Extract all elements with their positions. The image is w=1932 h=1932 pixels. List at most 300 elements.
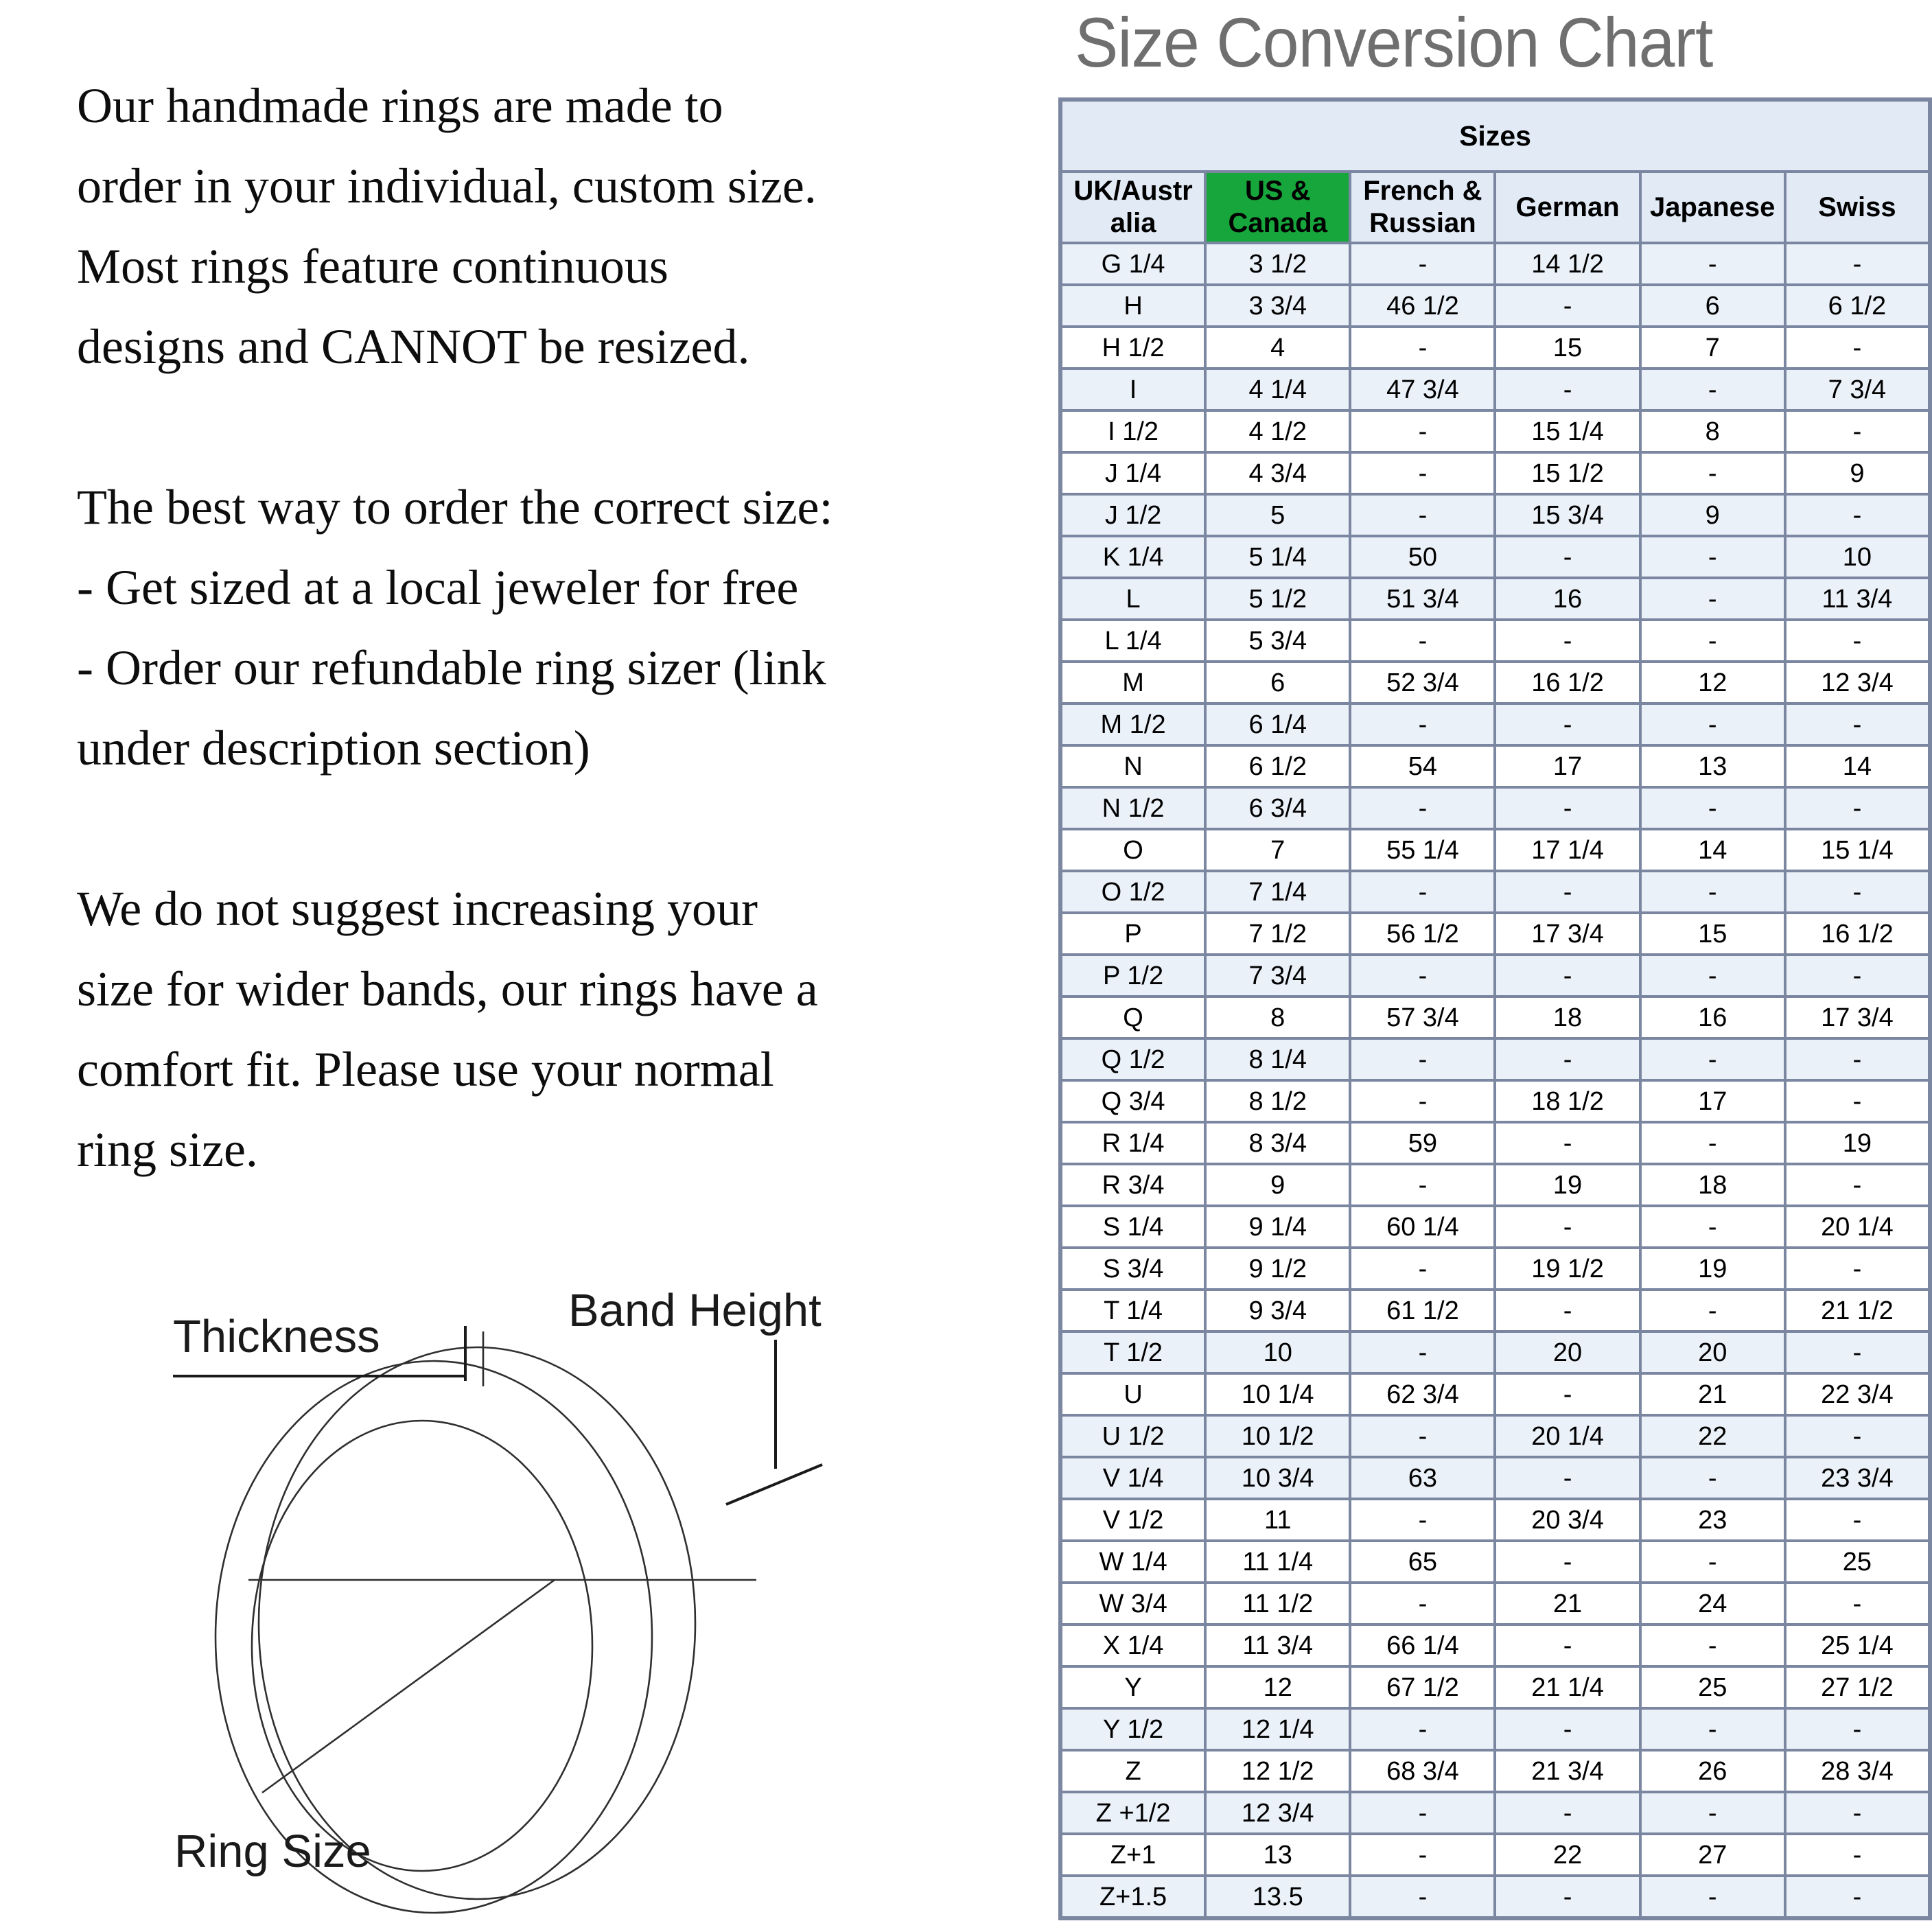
table-row: [1060, 620, 1930, 662]
cell-swiss: 10: [1785, 536, 1930, 578]
cell-uk: M: [1060, 662, 1205, 703]
cell-japanese: -: [1640, 620, 1785, 662]
cell-uk: Z: [1060, 1750, 1205, 1792]
table-row: [1060, 1290, 1930, 1331]
cell-uk: Y: [1060, 1666, 1205, 1708]
paragraph-custom-size: [77, 66, 1038, 387]
cell-uk: S 3/4: [1060, 1248, 1205, 1290]
cell-swiss: 20 1/4: [1785, 1206, 1930, 1248]
ring-size-leader-line: [262, 1580, 555, 1793]
text-line: designs and CANNOT be resized.: [77, 319, 750, 374]
cell-swiss: 11 3/4: [1785, 578, 1930, 620]
cell-french: 59: [1350, 1122, 1495, 1164]
cell-french: -: [1350, 703, 1495, 745]
cell-swiss: 28 3/4: [1785, 1750, 1930, 1792]
cell-french: 56 1/2: [1350, 913, 1495, 955]
cell-swiss: -: [1785, 1080, 1930, 1122]
cell-uk: T 1/4: [1060, 1290, 1205, 1331]
cell-uk: P: [1060, 913, 1205, 955]
cell-swiss: 27 1/2: [1785, 1666, 1930, 1708]
cell-german: 14 1/2: [1495, 243, 1640, 285]
cell-uk: N: [1060, 745, 1205, 787]
cell-french: 68 3/4: [1350, 1750, 1495, 1792]
cell-german: 17 1/4: [1495, 829, 1640, 871]
table-row: [1060, 1122, 1930, 1164]
cell-german: -: [1495, 369, 1640, 410]
cell-swiss: -: [1785, 410, 1930, 452]
cell-us: 3 3/4: [1205, 285, 1350, 327]
cell-uk: L 1/4: [1060, 620, 1205, 662]
text-line: ring size.: [77, 1122, 258, 1177]
cell-german: 22: [1495, 1834, 1640, 1876]
cell-japanese: -: [1640, 1122, 1785, 1164]
cell-french: -: [1350, 1080, 1495, 1122]
table-row: [1060, 745, 1930, 787]
cell-us: 4: [1205, 327, 1350, 369]
table-row: [1060, 1331, 1930, 1373]
table-row: [1060, 1080, 1930, 1122]
cell-japanese: 7: [1640, 327, 1785, 369]
cell-uk: K 1/4: [1060, 536, 1205, 578]
cell-french: -: [1350, 1834, 1495, 1876]
table-row: [1060, 243, 1930, 285]
cell-german: 19 1/2: [1495, 1248, 1640, 1290]
text-line: We do not suggest increasing your: [77, 881, 758, 936]
table-row: [1060, 1708, 1930, 1750]
cell-japanese: -: [1640, 1876, 1785, 1918]
cell-french: -: [1350, 871, 1495, 913]
table-row: [1060, 662, 1930, 703]
cell-us: 8 1/4: [1205, 1038, 1350, 1080]
cell-german: -: [1495, 955, 1640, 997]
cell-swiss: -: [1785, 1583, 1930, 1625]
cell-swiss: -: [1785, 1415, 1930, 1457]
cell-swiss: 7 3/4: [1785, 369, 1930, 410]
text-line: Most rings feature continuous: [77, 239, 668, 294]
cell-french: -: [1350, 243, 1495, 285]
cell-uk: Q 3/4: [1060, 1080, 1205, 1122]
cell-swiss: -: [1785, 1331, 1930, 1373]
table-row: [1060, 536, 1930, 578]
text-line: order in your individual, custom size.: [77, 159, 817, 213]
cell-french: 63: [1350, 1457, 1495, 1499]
cell-uk: H: [1060, 285, 1205, 327]
table-row: [1060, 871, 1930, 913]
table-row: [1060, 1792, 1930, 1834]
column-header-line: Russian: [1369, 208, 1476, 238]
table-row: [1060, 1666, 1930, 1708]
cell-german: 20: [1495, 1331, 1640, 1373]
cell-swiss: 23 3/4: [1785, 1457, 1930, 1499]
cell-uk: Y 1/2: [1060, 1708, 1205, 1750]
cell-japanese: 9: [1640, 494, 1785, 536]
cell-uk: P 1/2: [1060, 955, 1205, 997]
cell-french: 60 1/4: [1350, 1206, 1495, 1248]
column-header-uk: [1060, 172, 1205, 243]
cell-swiss: -: [1785, 1876, 1930, 1918]
column-header-line: UK/Austr: [1073, 176, 1193, 206]
cell-us: 9: [1205, 1164, 1350, 1206]
cell-us: 5 3/4: [1205, 620, 1350, 662]
cell-japanese: -: [1640, 1457, 1785, 1499]
cell-french: -: [1350, 1583, 1495, 1625]
cell-uk: J 1/4: [1060, 452, 1205, 494]
cell-uk: R 3/4: [1060, 1164, 1205, 1206]
cell-us: 3 1/2: [1205, 243, 1350, 285]
cell-swiss: 19: [1785, 1122, 1930, 1164]
text-line: The best way to order the correct size:: [77, 480, 833, 535]
cell-japanese: 6: [1640, 285, 1785, 327]
table-row: [1060, 1248, 1930, 1290]
column-header-line: German: [1515, 191, 1620, 222]
cell-swiss: -: [1785, 1248, 1930, 1290]
cell-german: 21 1/4: [1495, 1666, 1640, 1708]
cell-uk: V 1/2: [1060, 1499, 1205, 1541]
ring-size-label: Ring Size: [174, 1826, 371, 1877]
cell-japanese: 23: [1640, 1499, 1785, 1541]
text-line: - Order our refundable ring sizer (link: [77, 640, 826, 695]
text-line: comfort fit. Please use your normal: [77, 1042, 774, 1097]
table-row: [1060, 285, 1930, 327]
ring-outer-back-ellipse: [259, 1347, 695, 1899]
table-row: [1060, 1457, 1930, 1499]
table-row: [1060, 578, 1930, 620]
cell-us: 5 1/2: [1205, 578, 1350, 620]
cell-us: 4 1/4: [1205, 369, 1350, 410]
cell-japanese: -: [1640, 243, 1785, 285]
table-row: [1060, 1750, 1930, 1792]
cell-french: -: [1350, 955, 1495, 997]
cell-japanese: -: [1640, 1541, 1785, 1583]
cell-french: 50: [1350, 536, 1495, 578]
ring-diagram: [27, 1263, 878, 1932]
cell-german: 18 1/2: [1495, 1080, 1640, 1122]
cell-us: 4 3/4: [1205, 452, 1350, 494]
cell-uk: U 1/2: [1060, 1415, 1205, 1457]
cell-japanese: -: [1640, 1708, 1785, 1750]
cell-us: 8 1/2: [1205, 1080, 1350, 1122]
cell-japanese: 25: [1640, 1666, 1785, 1708]
cell-japanese: 13: [1640, 745, 1785, 787]
cell-french: 46 1/2: [1350, 285, 1495, 327]
cell-us: 12: [1205, 1666, 1350, 1708]
cell-japanese: 19: [1640, 1248, 1785, 1290]
thickness-label: Thickness: [173, 1311, 380, 1362]
cell-swiss: 15 1/4: [1785, 829, 1930, 871]
cell-uk: Z +1/2: [1060, 1792, 1205, 1834]
table-row: [1060, 410, 1930, 452]
cell-swiss: -: [1785, 327, 1930, 369]
cell-uk: U: [1060, 1373, 1205, 1415]
cell-swiss: -: [1785, 1164, 1930, 1206]
cell-german: 17 3/4: [1495, 913, 1640, 955]
cell-swiss: 16 1/2: [1785, 913, 1930, 955]
table-row: [1060, 1206, 1930, 1248]
cell-swiss: -: [1785, 620, 1930, 662]
cell-german: 18: [1495, 997, 1640, 1038]
cell-swiss: -: [1785, 494, 1930, 536]
cell-japanese: -: [1640, 703, 1785, 745]
cell-swiss: 25 1/4: [1785, 1625, 1930, 1666]
cell-swiss: -: [1785, 243, 1930, 285]
cell-us: 10 1/2: [1205, 1415, 1350, 1457]
table-row: [1060, 1373, 1930, 1415]
band-height-tick: [726, 1465, 822, 1504]
cell-us: 8 3/4: [1205, 1122, 1350, 1164]
paragraph-how-to-order: [77, 467, 1038, 789]
column-header-swiss: [1785, 172, 1930, 243]
cell-japanese: 27: [1640, 1834, 1785, 1876]
cell-japanese: -: [1640, 578, 1785, 620]
cell-french: -: [1350, 452, 1495, 494]
cell-swiss: 9: [1785, 452, 1930, 494]
cell-swiss: 17 3/4: [1785, 997, 1930, 1038]
cell-us: 12 3/4: [1205, 1792, 1350, 1834]
cell-us: 12 1/4: [1205, 1708, 1350, 1750]
cell-us: 10: [1205, 1331, 1350, 1373]
cell-uk: I: [1060, 369, 1205, 410]
cell-japanese: -: [1640, 955, 1785, 997]
paragraph-comfort-fit: [77, 869, 1038, 1190]
cell-us: 6 3/4: [1205, 787, 1350, 829]
cell-german: -: [1495, 620, 1640, 662]
cell-german: -: [1495, 1206, 1640, 1248]
cell-japanese: 8: [1640, 410, 1785, 452]
cell-japanese: 26: [1640, 1750, 1785, 1792]
cell-french: -: [1350, 1038, 1495, 1080]
cell-uk: Z+1.5: [1060, 1876, 1205, 1918]
cell-uk: L: [1060, 578, 1205, 620]
table-row: [1060, 1583, 1930, 1625]
cell-german: 15 3/4: [1495, 494, 1640, 536]
table-row: [1060, 327, 1930, 369]
cell-us: 11 1/2: [1205, 1583, 1350, 1625]
column-header-us: [1205, 172, 1350, 243]
cell-japanese: -: [1640, 1206, 1785, 1248]
cell-german: -: [1495, 536, 1640, 578]
text-line: - Get sized at a local jeweler for free: [77, 560, 799, 615]
cell-french: 57 3/4: [1350, 997, 1495, 1038]
cell-japanese: 20: [1640, 1331, 1785, 1373]
cell-japanese: -: [1640, 871, 1785, 913]
page-title: Size Conversion Chart: [1075, 3, 1713, 82]
group-header-sizes: Sizes: [1060, 100, 1930, 172]
column-header-line: alia: [1110, 208, 1156, 238]
cell-uk: X 1/4: [1060, 1625, 1205, 1666]
cell-us: 11: [1205, 1499, 1350, 1541]
cell-us: 7: [1205, 829, 1350, 871]
cell-uk: M 1/2: [1060, 703, 1205, 745]
cell-german: 21: [1495, 1583, 1640, 1625]
cell-french: 66 1/4: [1350, 1625, 1495, 1666]
cell-french: -: [1350, 1708, 1495, 1750]
cell-uk: O: [1060, 829, 1205, 871]
cell-japanese: -: [1640, 1290, 1785, 1331]
cell-japanese: 16: [1640, 997, 1785, 1038]
table-row: [1060, 1876, 1930, 1918]
cell-german: -: [1495, 1792, 1640, 1834]
column-header-german: [1495, 172, 1640, 243]
cell-german: 20 3/4: [1495, 1499, 1640, 1541]
cell-french: 52 3/4: [1350, 662, 1495, 703]
cell-uk: W 3/4: [1060, 1583, 1205, 1625]
column-header-line: Swiss: [1818, 191, 1896, 222]
cell-german: -: [1495, 1373, 1640, 1415]
table-row: [1060, 369, 1930, 410]
cell-french: 65: [1350, 1541, 1495, 1583]
cell-uk: Z+1: [1060, 1834, 1205, 1876]
cell-us: 13.5: [1205, 1876, 1350, 1918]
table-row: [1060, 1834, 1930, 1876]
cell-japanese: 12: [1640, 662, 1785, 703]
cell-uk: G 1/4: [1060, 243, 1205, 285]
cell-swiss: 25: [1785, 1541, 1930, 1583]
cell-german: 19: [1495, 1164, 1640, 1206]
cell-japanese: -: [1640, 787, 1785, 829]
column-header-line: Japanese: [1650, 191, 1776, 222]
cell-japanese: 17: [1640, 1080, 1785, 1122]
cell-german: -: [1495, 871, 1640, 913]
table-row: [1060, 1038, 1930, 1080]
cell-swiss: -: [1785, 1038, 1930, 1080]
cell-japanese: 14: [1640, 829, 1785, 871]
cell-swiss: 21 1/2: [1785, 1290, 1930, 1331]
cell-german: -: [1495, 1541, 1640, 1583]
cell-swiss: -: [1785, 1834, 1930, 1876]
cell-french: -: [1350, 1499, 1495, 1541]
cell-us: 7 1/2: [1205, 913, 1350, 955]
cell-japanese: 24: [1640, 1583, 1785, 1625]
cell-german: 21 3/4: [1495, 1750, 1640, 1792]
table-row: [1060, 494, 1930, 536]
cell-french: 61 1/2: [1350, 1290, 1495, 1331]
column-header-french: [1350, 172, 1495, 243]
cell-german: 16 1/2: [1495, 662, 1640, 703]
table-row: [1060, 1415, 1930, 1457]
cell-uk: W 1/4: [1060, 1541, 1205, 1583]
cell-swiss: -: [1785, 1499, 1930, 1541]
cell-us: 8: [1205, 997, 1350, 1038]
cell-uk: Q 1/2: [1060, 1038, 1205, 1080]
table-row: [1060, 997, 1930, 1038]
table-row: [1060, 1625, 1930, 1666]
cell-french: 51 3/4: [1350, 578, 1495, 620]
table-head: [1060, 100, 1930, 243]
cell-us: 9 1/2: [1205, 1248, 1350, 1290]
table-row: [1060, 1541, 1930, 1583]
cell-swiss: 14: [1785, 745, 1930, 787]
cell-swiss: 12 3/4: [1785, 662, 1930, 703]
table-row: [1060, 1164, 1930, 1206]
cell-us: 9 1/4: [1205, 1206, 1350, 1248]
cell-uk: N 1/2: [1060, 787, 1205, 829]
cell-uk: T 1/2: [1060, 1331, 1205, 1373]
table-row: [1060, 1499, 1930, 1541]
cell-german: -: [1495, 787, 1640, 829]
cell-us: 11 3/4: [1205, 1625, 1350, 1666]
cell-french: -: [1350, 787, 1495, 829]
cell-japanese: 21: [1640, 1373, 1785, 1415]
cell-french: -: [1350, 1876, 1495, 1918]
cell-german: -: [1495, 1122, 1640, 1164]
table-row: [1060, 829, 1930, 871]
cell-french: -: [1350, 327, 1495, 369]
column-header-row: [1060, 172, 1930, 243]
band-height-label: Band Height: [568, 1285, 822, 1336]
cell-german: -: [1495, 1708, 1640, 1750]
cell-uk: H 1/2: [1060, 327, 1205, 369]
cell-german: -: [1495, 1457, 1640, 1499]
group-header-row: [1060, 100, 1930, 172]
cell-us: 5 1/4: [1205, 536, 1350, 578]
cell-japanese: 18: [1640, 1164, 1785, 1206]
cell-us: 5: [1205, 494, 1350, 536]
cell-uk: V 1/4: [1060, 1457, 1205, 1499]
cell-german: -: [1495, 1290, 1640, 1331]
column-header-line: French &: [1363, 176, 1482, 206]
cell-german: -: [1495, 1038, 1640, 1080]
cell-uk: J 1/2: [1060, 494, 1205, 536]
cell-french: 55 1/4: [1350, 829, 1495, 871]
cell-us: 10 3/4: [1205, 1457, 1350, 1499]
cell-french: 62 3/4: [1350, 1373, 1495, 1415]
cell-swiss: -: [1785, 871, 1930, 913]
cell-us: 7 1/4: [1205, 871, 1350, 913]
table-row: [1060, 955, 1930, 997]
cell-french: -: [1350, 1415, 1495, 1457]
column-header-line: US &: [1244, 176, 1311, 206]
cell-german: 15 1/2: [1495, 452, 1640, 494]
cell-us: 6 1/4: [1205, 703, 1350, 745]
cell-us: 6 1/2: [1205, 745, 1350, 787]
cell-french: 47 3/4: [1350, 369, 1495, 410]
column-header-japanese: [1640, 172, 1785, 243]
cell-us: 6: [1205, 662, 1350, 703]
cell-french: -: [1350, 1248, 1495, 1290]
cell-french: 54: [1350, 745, 1495, 787]
size-conversion-table-wrap: [1058, 97, 1932, 1920]
ring-inner-ellipse: [252, 1421, 592, 1871]
cell-japanese: 15: [1640, 913, 1785, 955]
cell-japanese: -: [1640, 536, 1785, 578]
cell-swiss: 22 3/4: [1785, 1373, 1930, 1415]
cell-french: -: [1350, 620, 1495, 662]
cell-german: -: [1495, 285, 1640, 327]
cell-japanese: 22: [1640, 1415, 1785, 1457]
cell-german: -: [1495, 703, 1640, 745]
table-row: [1060, 452, 1930, 494]
cell-japanese: -: [1640, 1625, 1785, 1666]
table-row: [1060, 703, 1930, 745]
table-row: [1060, 913, 1930, 955]
text-line: size for wider bands, our rings have a: [77, 962, 818, 1016]
table-body: [1060, 243, 1930, 1918]
cell-french: 67 1/2: [1350, 1666, 1495, 1708]
cell-french: -: [1350, 1164, 1495, 1206]
cell-us: 10 1/4: [1205, 1373, 1350, 1415]
cell-us: 11 1/4: [1205, 1541, 1350, 1583]
cell-us: 12 1/2: [1205, 1750, 1350, 1792]
cell-swiss: -: [1785, 703, 1930, 745]
column-header-line: Canada: [1228, 208, 1327, 238]
cell-german: 20 1/4: [1495, 1415, 1640, 1457]
cell-japanese: -: [1640, 369, 1785, 410]
cell-german: 16: [1495, 578, 1640, 620]
cell-french: -: [1350, 1331, 1495, 1373]
text-line: Our handmade rings are made to: [77, 78, 723, 133]
size-conversion-table: [1058, 97, 1932, 1920]
cell-uk: R 1/4: [1060, 1122, 1205, 1164]
